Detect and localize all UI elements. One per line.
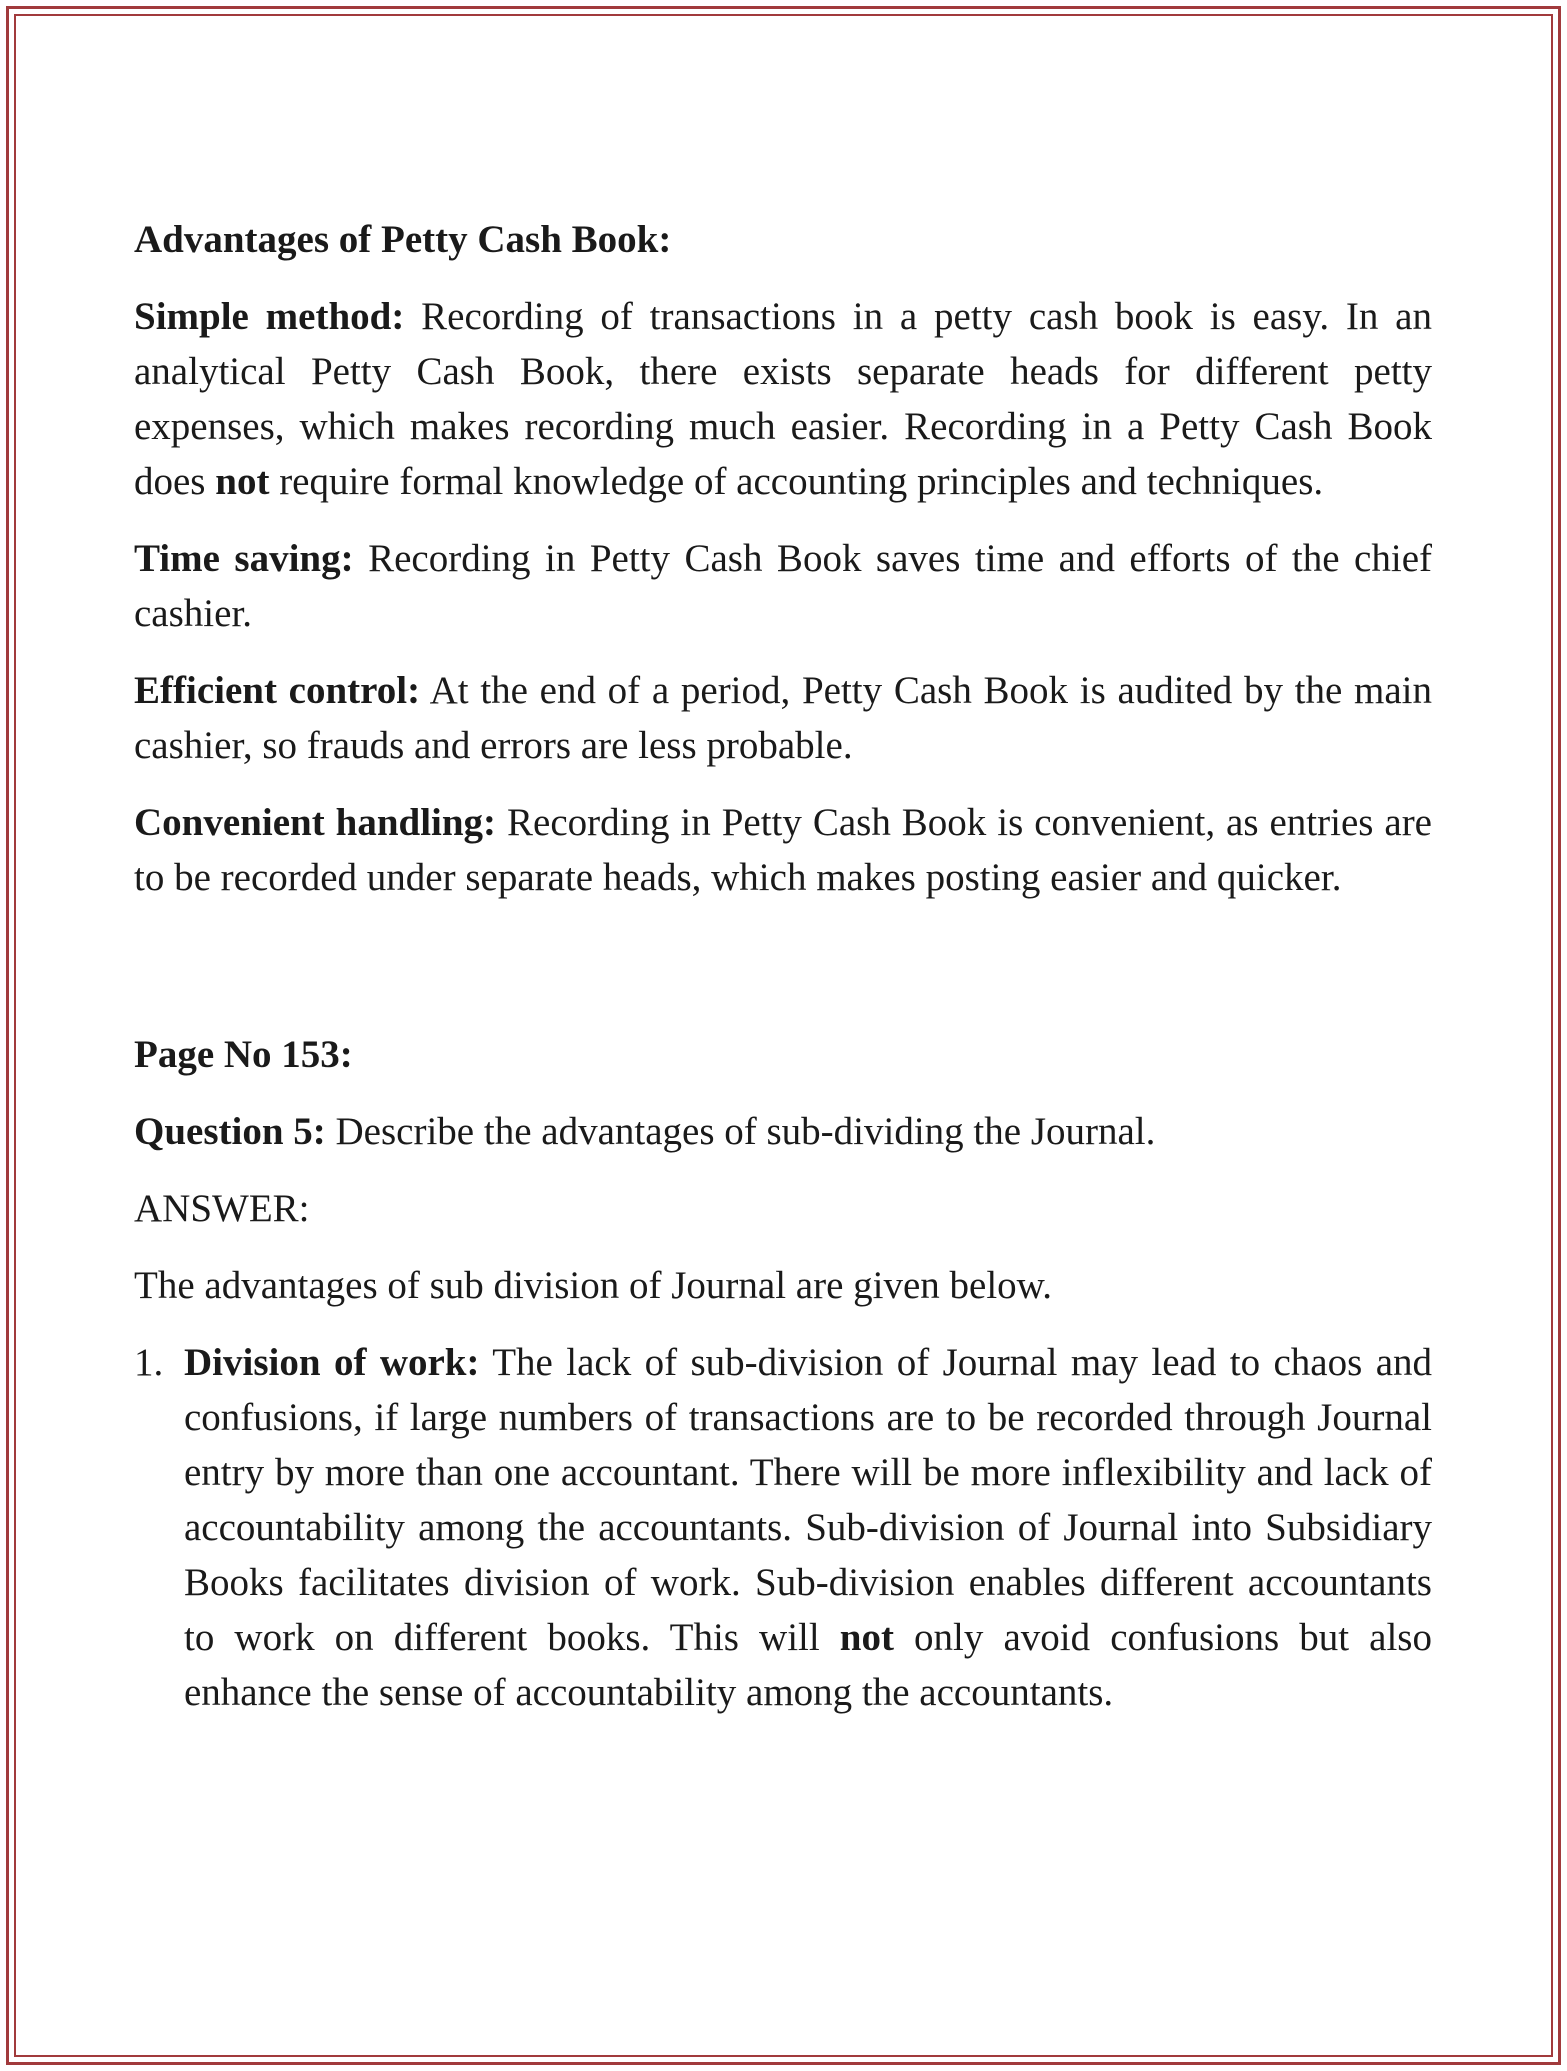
list-item (134, 1335, 1432, 1720)
advantage-text: Recording in Petty Cash Book is convenient, as entries are to be recorded under separate heads, which makes posting easier and quicker. (134, 801, 1432, 899)
advantage-text: require formal knowledge of accounting principles and techniques. (269, 460, 1324, 503)
question-text: Describe the advantages of sub-dividing the Journal. (325, 1110, 1156, 1153)
answer-intro: The advantages of sub division of Journal are given below. (134, 1264, 1053, 1307)
page-number-heading: Page No 153: (134, 1033, 353, 1076)
emphasis-word: not (839, 1616, 894, 1659)
section-spacer (134, 927, 1432, 1027)
section-heading: Advantages of Petty Cash Book: (134, 218, 672, 261)
advantage-term: Simple method: (134, 295, 405, 338)
emphasis-word: not (215, 460, 270, 503)
advantage-term: Time saving: (134, 537, 354, 580)
list-number: 1. (134, 1341, 164, 1384)
advantage-term: Efficient control: (134, 669, 421, 712)
advantage-text: At the end of a period, Petty Cash Book is audited by the main cashier, so frauds and errors are less probable. (134, 669, 1432, 767)
advantage-text: Recording of transactions in a petty cash book is easy. In an analytical Petty Cash Book, there exists separate heads for different petty expenses, which makes recording much easier. Recording in a Petty Cash Book does (134, 295, 1432, 503)
advantage-text: Recording in Petty Cash Book saves time and efforts of the chief cashier. (134, 537, 1432, 635)
advantage-term: Convenient handling: (134, 801, 497, 844)
list-item-text: only avoid confusions but also enhance the sense of accountability among the accountants. (184, 1616, 1432, 1714)
list-item-term: Division of work: (184, 1341, 480, 1384)
advantage-efficient-control (134, 663, 1432, 773)
answer-label: ANSWER: (134, 1187, 310, 1230)
document-body (134, 212, 1432, 1720)
list-item-text: The lack of sub-division of Journal may lead to chaos and confusions, if large numbers of transactions are to be recorded through Journal entry by more than one accountant. There will be more inflexibility and lack of accountability among the accountants. Sub-division of Journal into Subsidiary Books facilitates division of work. Sub-division enables different accountants to work on different books. This will (184, 1341, 1433, 1659)
advantage-convenient-handling (134, 795, 1432, 905)
advantage-time-saving (134, 531, 1432, 641)
question-label: Question 5: (134, 1110, 326, 1153)
advantage-simple-method (134, 289, 1432, 509)
list-item-body (184, 1335, 1432, 1720)
question (134, 1104, 1432, 1159)
